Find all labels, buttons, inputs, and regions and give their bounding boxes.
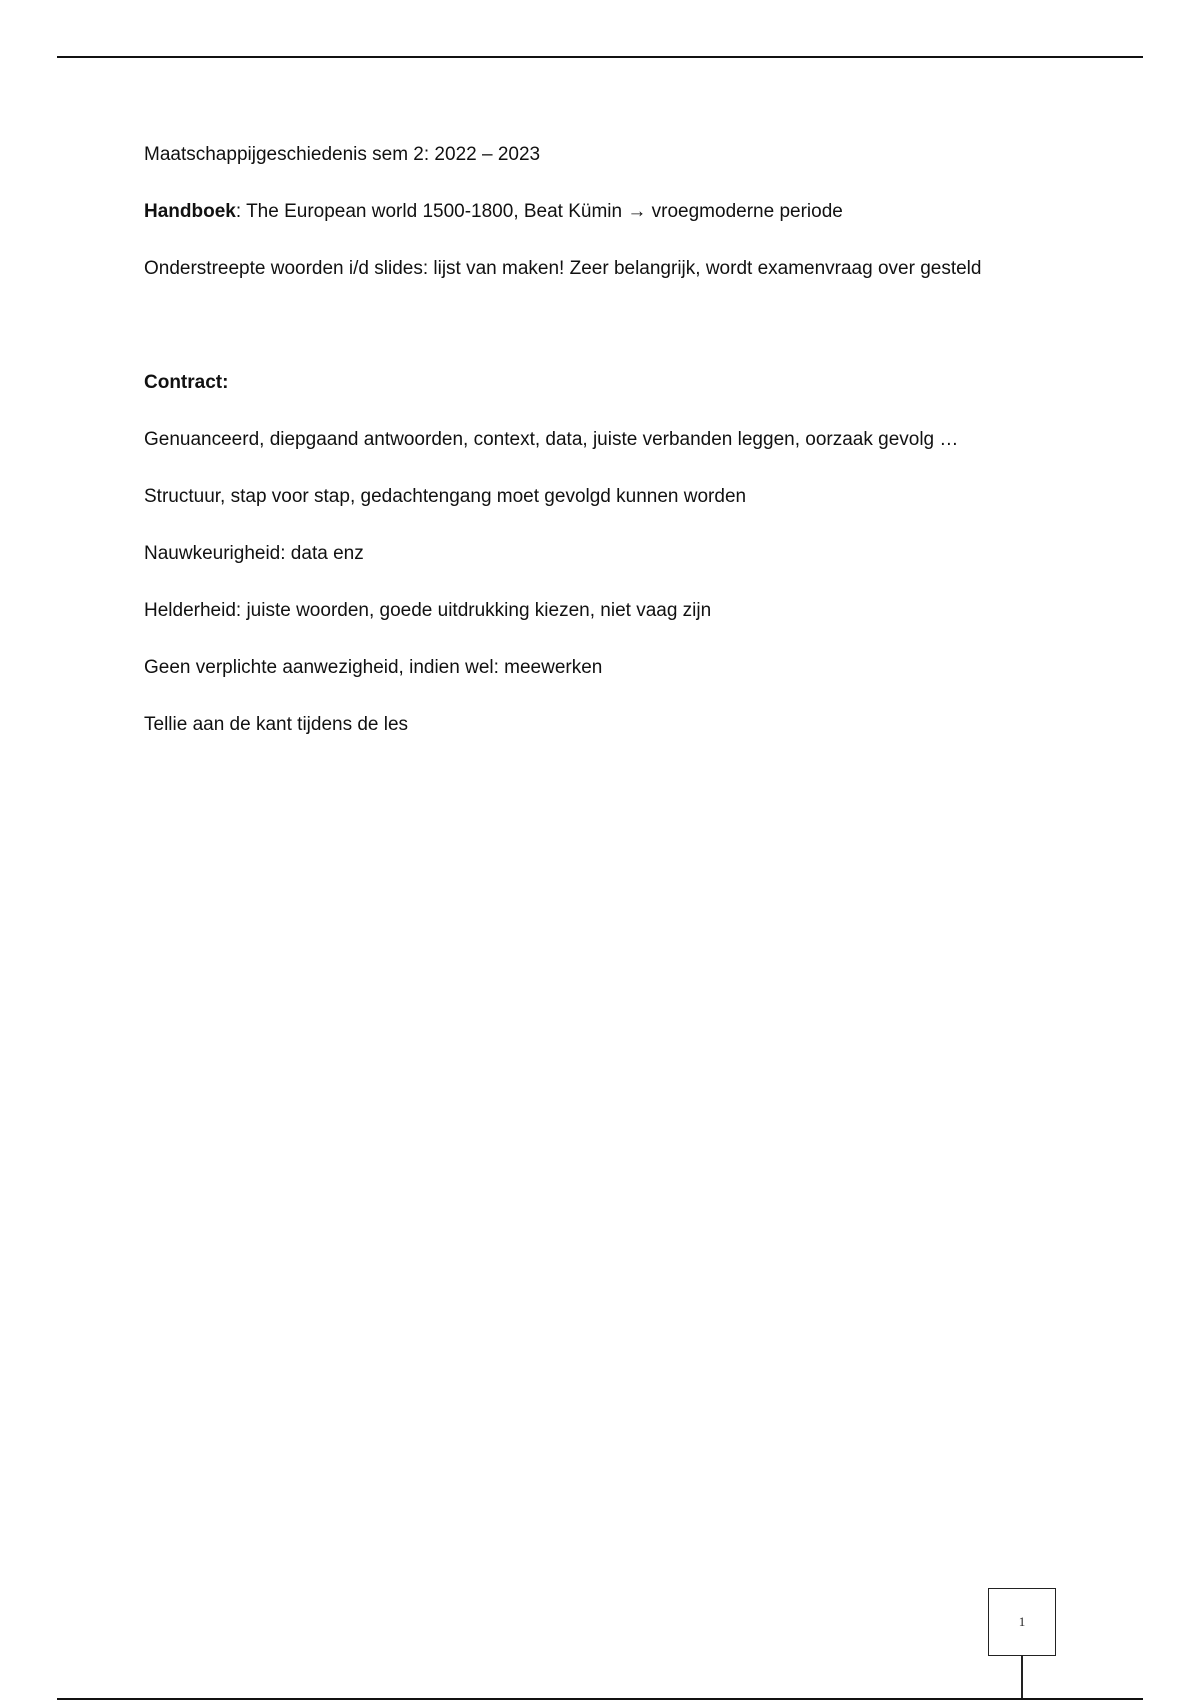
handbook-label: Handboek [144,201,236,222]
contract-item-nuance: Genuanceerd, diepgaand antwoorden, context, data, juiste verbanden leggen, oorzaak gevolg … [144,429,959,450]
contract-heading: Contract: [144,372,229,393]
document-body [144,143,1104,770]
contract-item-structure: Structuur, stap voor stap, gedachtengang moet gevolgd kunnen worden [144,486,747,507]
course-title-line: Maatschappijgeschiedenis sem 2: 2022 – 2023 [144,144,541,165]
page-number: 1 [1018,1614,1026,1629]
handbook-text: : The European world 1500-1800, Beat Kümin [235,201,628,222]
page-number-box [988,1588,1056,1656]
contract-item-accuracy: Nauwkeurigheid: data enz [144,543,364,564]
contract-item-phone: Tellie aan de kant tijdens de les [144,714,409,735]
arrow-right-icon: → [627,201,647,222]
handbook-line [144,200,1104,224]
header-rule [57,56,1143,58]
contract-item-attendance: Geen verplichte aanwezigheid, indien wel: meewerken [144,657,603,678]
handbook-period: vroegmoderne periode [646,201,843,222]
contract-item-clarity: Helderheid: juiste woorden, goede uitdrukking kiezen, niet vaag zijn [144,600,712,621]
page-number-connector [1021,1656,1023,1700]
note-line: Onderstreepte woorden i/d slides: lijst van maken! Zeer belangrijk, wordt examenvraag over gesteld [144,258,982,279]
